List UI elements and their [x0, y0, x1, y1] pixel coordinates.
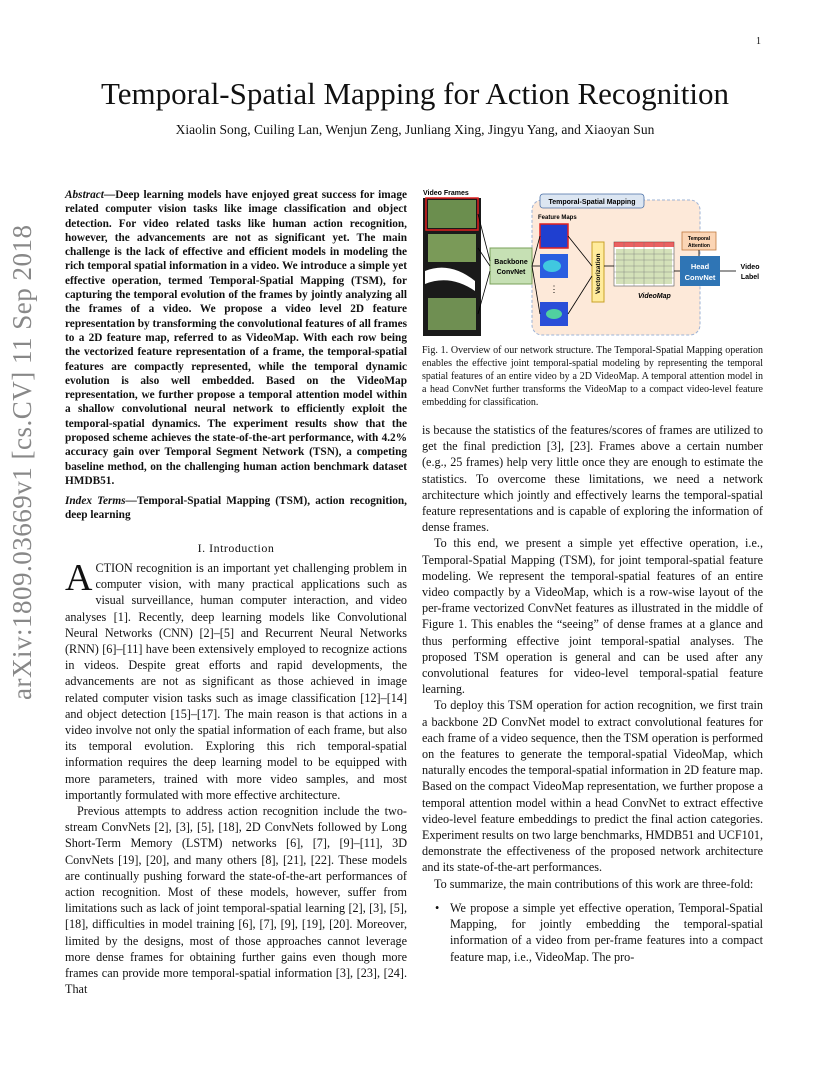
right-column-body [422, 422, 763, 965]
contributions-list [422, 900, 763, 965]
intro-paragraph-1-text: CTION recognition is an important yet challenging problem in computer vision, with many practical applications such as visual surveillance, human computer interaction, and video analyses [1]. Recently, deep learning models like Convolutional Neural Networks (CNN) [2]–[5] and Recurrent Neural Networks (RNN) [6]–[11] have been extensively employed to recognize actions in videos. Despite great efforts and rapid developments, the advancements are not as significant as those achieved in image related computer vision tasks such as image classification [12]–[14] and object detection [15]–[17]. The main reason is that actions in a video involve not only the spatial information of each frame, but also its temporal evolution. Exploring this rich temporal-spatial information requires the deep learning model to be equipped with more parameters, trained with more video samples, and most importantly formulated with more effective architecture. [65, 561, 407, 802]
abstract-text: —Deep learning models have enjoyed great success for image related computer vision tasks like image classification and object detection. For video related tasks like human action recognition, however, the advancements are not as significant yet. The main challenge is the lack of effective and efficient models in modeling the rich temporal spatial information in a video. We introduce a simple yet effective operation, termed Temporal-Spatial Mapping (TSM), for capturing the temporal evolution of the frames by jointly analyzing all the frames of a video. We propose a video level 2D feature representation by transforming the convolutional features of all frames to a 2D feature map, referred to as VideoMap. With each row being the vectorized feature representation of a frame, the temporal-spatial features are compactly represented, while the temporal dynamic evolution is also well embedded. Based on the VideoMap representation, we further propose a temporal attention model within a shallow convolutional neural network to efficiently exploit the temporal-spatial dynamics. The experiment results show that the proposed scheme achieves the state-of-the-art performance, with 4.2% accuracy gain over Temporal Segment Network (TSN), a competing baseline method, on the challenging human action benchmark dataset HMDB51. [65, 189, 408, 487]
temporal-label: Temporal [687, 236, 711, 242]
head-convnet-label: ConvNet [684, 273, 716, 282]
ellipsis: ⋮ [549, 284, 559, 294]
right-paragraph-0: is because the statistics of the features/scores of frames are utilized to get the final prediction [3], [23]. Frames above a certain number (e.g., 25 frames) help very little once they are enough to estimate the statistics. To overcome these limitations, we need a network architecture which jointly and effectively learns the temporal-spatial feature representations and is capable of exploring the information of dense frames. [422, 423, 763, 535]
abstract [65, 188, 407, 488]
frame-1 [428, 200, 476, 228]
attention-label: Attention [688, 243, 710, 249]
video-frames-label: Video Frames [423, 190, 469, 197]
backbone-convnet-label: ConvNet [496, 269, 526, 276]
videomap-grid [614, 242, 674, 286]
intro-paragraph-2: Previous attempts to address action recognition include the two-stream ConvNets [2], [3], [5], [18], 2D ConvNets followed by Long Short-Term Memory (LSTM) networks [6], [7], [9]–[11], 3D ConvNets [19], [20], and many others [8], [21], [22]. These models are continually pushing forward the state-of-the-art performances of action recognition. Most of these models, however, suffer from limitations such as lack of joint temporal-spatial learning [2], [3], [5], [18], difficulties in model training [6], [7], [9], [19], [20]. Moreover, limited by the designs, most of those approaches cannot leverage more dense frames for obtaining further gains even though more frames can provide more temporal-spatial information [3], [23], [24]. That [65, 804, 407, 997]
backbone-convnet [490, 248, 532, 284]
vectorization-label: Vectorization [595, 253, 602, 294]
tsm-label: Temporal-Spatial Mapping [548, 199, 636, 206]
index-terms [65, 494, 407, 523]
right-paragraph-2: To deploy this TSM operation for action recognition, we first train a backbone 2D ConvNet model to extract convolutional features for each frame of a video sequence, then the TSM operation is performed on the features to generate the temporal-spatial VideoMap, which naturally encodes the temporal-spatial information in 2D feature map. Based on the compact VideoMap representation, we further propose a temporal attention model within a head ConvNet to extract effective video-level feature embeddings to predict the final action categories. Experiment results on two large benchmarks, HMDB51 and UCF101, demonstrate the effectiveness of the proposed network architecture and its state-of-the-art performances. [422, 698, 763, 875]
head-label: Head [690, 262, 710, 271]
page-number: 1 [756, 36, 761, 47]
figure-1 [420, 186, 768, 338]
dropcap: A [65, 557, 93, 599]
feature-map-n-blob [546, 309, 562, 319]
feature-maps-label: Feature Maps [538, 215, 577, 221]
video-label-2: Label [740, 274, 760, 281]
index-terms-text: —Temporal-Spatial Mapping (TSM), action recognition, deep learning [65, 495, 407, 522]
feature-map-2-blob [543, 260, 561, 272]
figure-caption: Fig. 1. Overview of our network structure. The Temporal-Spatial Mapping operation enables the effective joint temporal-spatial modeling by representing the temporal spatial features of an entire video by a 2D VideoMap. A temporal attention model in a head ConvNet further transforms the VideoMap to a compact video-level feature embedding for classification. [422, 345, 763, 408]
video-label-1: Video [740, 264, 760, 271]
frame-n [428, 298, 476, 330]
intro-paragraph-1 [65, 557, 407, 803]
feature-map-1 [540, 224, 568, 248]
abstract-label: Abstract [65, 189, 104, 201]
author-list: Xiaolin Song, Cuiling Lan, Wenjun Zeng, Junliang Xing, Jingyu Yang, and Xiaoyan Sun [175, 122, 655, 137]
network-diagram [420, 186, 768, 338]
frame-2 [428, 234, 476, 262]
backbone-label: Backbone [494, 259, 528, 266]
section-heading: I. Introduction [197, 541, 275, 555]
introduction-body [65, 557, 407, 997]
contribution-item: • We propose a simple yet effective operation, Temporal-Spatial Mapping, for jointly embedding the temporal-spatial information of a video from per-frame features into a compact feature map, i.e., VideoMap. The pro- [450, 900, 763, 965]
right-paragraph-1: To this end, we present a simple yet effective operation, i.e., Temporal-Spatial Mapping (TSM), for joint temporal-spatial feature modeling. We represent the temporal-spatial features of an entire video compactly by a VideoMap, which is a row-wise layout of the per-frame vectorized ConvNet features as illustrated in the middle of Figure 1. This enables the “seeing” of dense frames at a glance and thus performing effective joint temporal-spatial analyses. The proposed TSM operation is general and can be used after any convolutional features for video-level temporal-spatial feature learning. [422, 536, 763, 697]
right-paragraph-3: To summarize, the main contributions of this work are three-fold: [434, 876, 754, 891]
index-terms-label: Index Terms [65, 495, 126, 507]
videomap-label: VideoMap [638, 293, 671, 300]
paper-title: Temporal-Spatial Mapping for Action Recognition [100, 76, 730, 111]
arxiv-watermark: arXiv:1809.03669v1 [cs.CV] 11 Sep 2018 [7, 224, 37, 700]
